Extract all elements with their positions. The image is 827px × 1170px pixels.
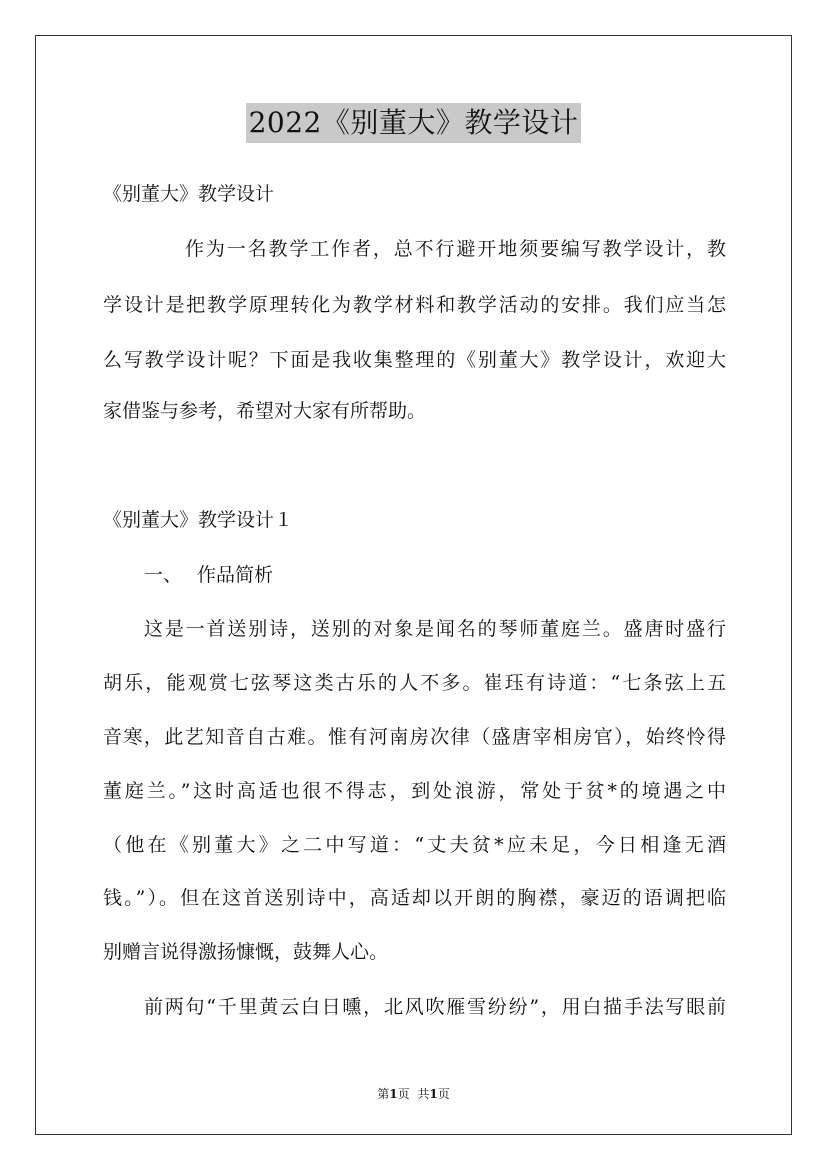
total-pages: 1 — [429, 1087, 438, 1101]
para1-line-7: 别赠言说得激扬慷慨，鼓舞人心。 — [103, 941, 389, 963]
intro-line-4: 家借鉴与参考，希望对大家有所帮助。 — [103, 400, 427, 422]
para1-line-1: 这是一首送别诗，送别的对象是闻名的琴师董庭兰。盛唐时盛行 — [144, 618, 726, 640]
page-suffix: 页 — [397, 1087, 410, 1101]
heading-number: 一、 — [144, 564, 183, 586]
para1-line-3: 音寒，此艺知音自古难。惟有河南房次律（盛唐宰相房官），始终怜得 — [103, 726, 726, 748]
document-title: 2022《别董大》教学设计 — [246, 103, 582, 143]
para1-line-5: （他在《别董大》之二中写道：“丈夫贫*应未足，今日相逢无酒 — [103, 834, 726, 856]
para1-line-6: 钱。”）。但在这首送别诗中，高适却以开朗的胸襟，豪迈的语调把临 — [103, 887, 726, 909]
total-prefix: 共 — [417, 1087, 430, 1101]
total-suffix: 页 — [437, 1087, 450, 1101]
para1-line-2: 胡乐，能观赏七弦琴这类古乐的人不多。崔珏有诗道：“七条弦上五 — [103, 672, 726, 694]
subtitle: 《别董大》教学设计 — [103, 183, 275, 205]
page-prefix: 第 — [377, 1087, 390, 1101]
page-number: 1 — [389, 1087, 398, 1101]
intro-line-2: 学设计是把教学原理转化为教学材料和教学活动的安排。我们应当怎 — [103, 294, 726, 316]
intro-line-3: 么写教学设计呢？下面是我收集整理的《别董大》教学设计，欢迎大 — [103, 349, 726, 371]
page-footer — [0, 1086, 827, 1102]
section-title: 《别董大》教学设计１ — [103, 509, 294, 531]
para2-line-1: 前两句“千里黄云白日曛，北风吹雁雪纷纷”，用白描手法写眼前 — [144, 996, 726, 1018]
intro-line-1: 作为一名教学工作者，总不行避开地须要编写教学设计，教 — [185, 238, 726, 260]
para1-line-4: 董庭兰。”这时高适也很不得志，到处浪游，常处于贫*的境遇之中 — [103, 780, 726, 802]
heading-text: 作品简析 — [197, 564, 274, 586]
title-container — [0, 103, 827, 143]
